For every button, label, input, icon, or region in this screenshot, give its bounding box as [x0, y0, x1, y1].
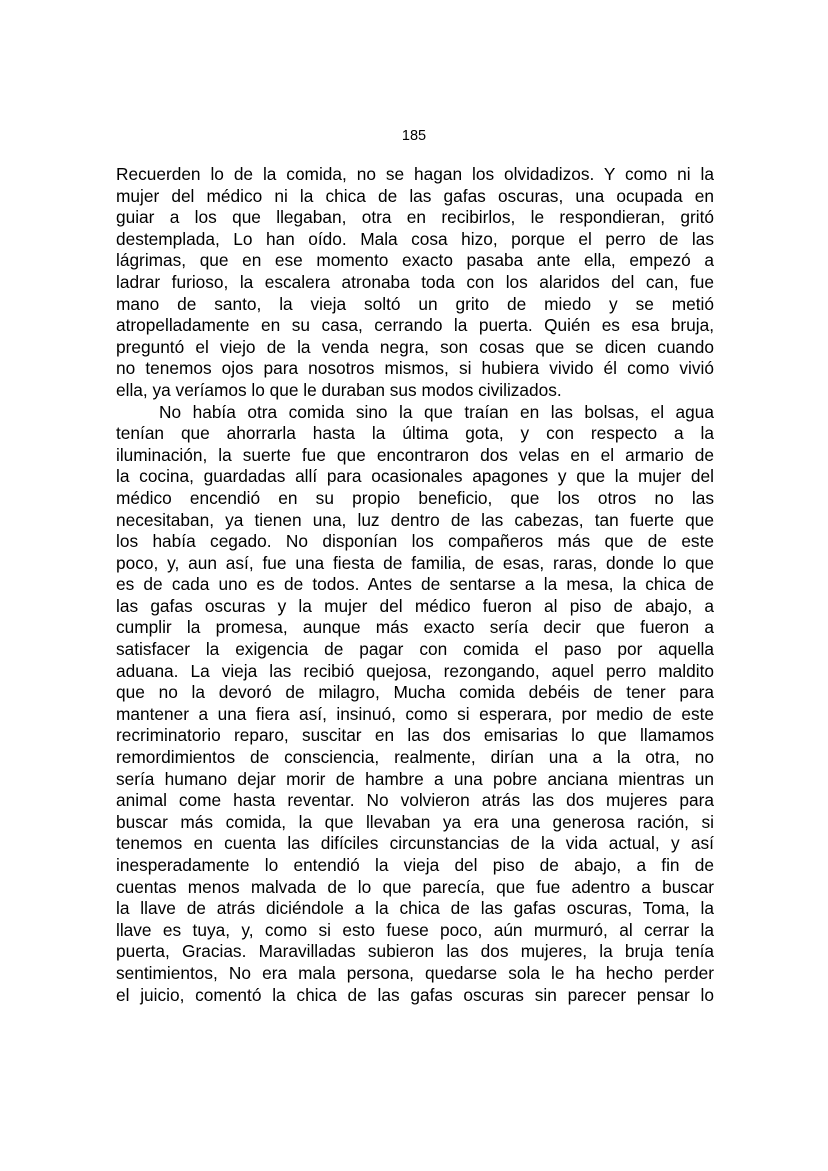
text-line: mano de santo, la vieja soltó un grito de miedo y se metió: [116, 293, 714, 314]
paragraph-2: [116, 402, 714, 1007]
text-line: ella, ya veríamos lo que le duraban sus modos civilizados.: [116, 379, 562, 400]
text-line: destemplada, Lo han oído. Mala cosa hizo, porque el perro de las: [116, 228, 714, 249]
paragraph-1: [116, 164, 714, 402]
text-line: iluminación, la suerte fue que encontraron dos velas en el armario de: [116, 444, 714, 465]
text-line: los había cegado. No disponían los compañeros más que de este: [116, 531, 714, 552]
text-line: tenemos en cuenta las difíciles circunstancias de la vida actual, y así: [116, 833, 714, 854]
text-line: la llave de atrás diciéndole a la chica de las gafas oscuras, Toma, la: [116, 898, 714, 919]
text-line: animal come hasta reventar. No volvieron atrás las dos mujeres para: [116, 790, 714, 811]
text-line: tenían que ahorrarla hasta la última gota, y con respecto a la: [116, 423, 714, 444]
text-line: necesitaban, ya tienen una, luz dentro de las cabezas, tan fuerte que: [116, 509, 714, 530]
page-number: 185: [401, 128, 427, 144]
text-line: poco, y, aun así, fue una fiesta de familia, de esas, raras, donde lo que: [116, 552, 714, 573]
text-line: sentimientos, No era mala persona, quedarse sola le ha hecho perder: [116, 962, 714, 983]
text-line: atropelladamente en su casa, cerrando la puerta. Quién es esa bruja,: [116, 315, 714, 336]
text-line: médico encendió en su propio beneficio, que los otros no las: [116, 487, 714, 508]
text-line: remordimientos de consciencia, realmente, dirían una a la otra, no: [116, 747, 714, 768]
text-line: sería humano dejar morir de hambre a una pobre anciana mientras un: [116, 768, 714, 789]
text-line: mantener a una fiera así, insinuó, como si esperara, por medio de este: [116, 703, 714, 724]
text-line: aduana. La vieja las recibió quejosa, rezongando, aquel perro maldito: [116, 660, 714, 681]
text-line: que no la devoró de milagro, Mucha comida debéis de tener para: [116, 682, 714, 703]
text-line: la cocina, guardadas allí para ocasionales apagones y que la mujer del: [116, 466, 714, 487]
text-line: preguntó el viejo de la venda negra, son cosas que se dicen cuando: [116, 336, 714, 357]
text-line: satisfacer la exigencia de pagar con comida el paso por aquella: [116, 639, 714, 660]
text-line: buscar más comida, la que llevaban ya era una generosa ración, si: [116, 811, 714, 832]
text-line: el juicio, comentó la chica de las gafas oscuras sin parecer pensar lo: [116, 984, 714, 1005]
text-line: recriminatorio reparo, suscitar en las dos emisarias lo que llamamos: [116, 725, 714, 746]
text-line: cumplir la promesa, aunque más exacto sería decir que fueron a: [116, 617, 714, 638]
text-line: No había otra comida sino la que traían en las bolsas, el agua: [159, 401, 714, 422]
text-line: mujer del médico ni la chica de las gafas oscuras, una ocupada en: [116, 185, 714, 206]
text-line: Recuerden lo de la comida, no se hagan los olvidadizos. Y como ni la: [116, 164, 714, 184]
body-text: [116, 164, 714, 1006]
text-line: cuentas menos malvada de lo que parecía, que fue adentro a buscar: [116, 876, 714, 897]
text-line: puerta, Gracias. Maravilladas subieron las dos mujeres, la bruja tenía: [116, 941, 714, 962]
text-line: las gafas oscuras y la mujer del médico fueron al piso de abajo, a: [116, 595, 714, 616]
text-line: inesperadamente lo entendió la vieja del piso de abajo, a fin de: [116, 855, 714, 875]
text-line: llave es tuya, y, como si esto fuese poco, aún murmuró, al cerrar la: [116, 919, 714, 940]
text-line: es de cada uno es de todos. Antes de sentarse a la mesa, la chica de: [116, 574, 714, 595]
text-line: guiar a los que llegaban, otra en recibirlos, le respondieran, gritó: [116, 207, 714, 228]
text-line: no tenemos ojos para nosotros mismos, si hubiera vivido él como vivió: [116, 358, 714, 379]
text-line: lágrimas, que en ese momento exacto pasaba ante ella, empezó a: [116, 250, 714, 271]
text-line: ladrar furioso, la escalera atronaba toda con los alaridos del can, fue: [116, 271, 714, 292]
